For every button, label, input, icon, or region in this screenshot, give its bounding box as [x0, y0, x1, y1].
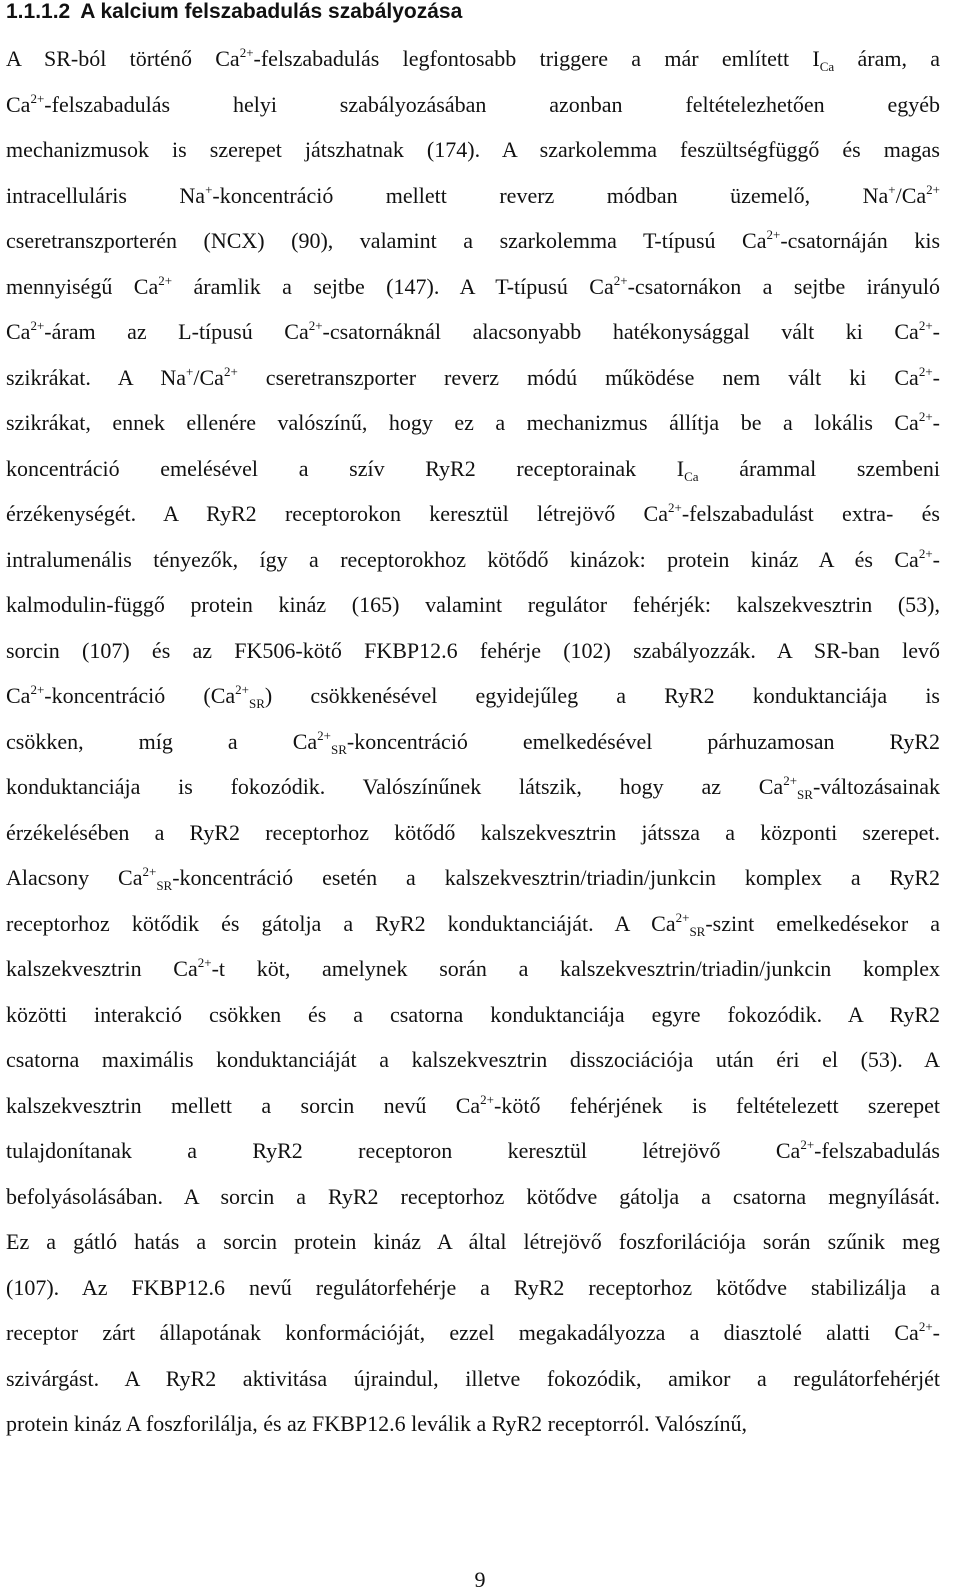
- text-line: [6, 218, 940, 264]
- text-run: csatorna maximális konduktanciáját a kalszekvesztrin disszociációja után éri el (53). A: [6, 1047, 940, 1072]
- text-run: Ca: [6, 319, 31, 344]
- superscript: 2+: [613, 272, 628, 288]
- text-line: [6, 1401, 940, 1447]
- text-run: -szint emelkedésekor a: [705, 910, 940, 936]
- text-line: [6, 719, 940, 765]
- text-run: -koncentráció esetén a kalszekvesztrin/triadin/junkcin komplex a RyR2: [172, 865, 941, 890]
- text-run: tulajdonítanak a RyR2 receptoron keresztül létrejövő Ca: [6, 1138, 801, 1163]
- text-run: befolyásolásában. A sorcin a RyR2 receptorhoz kötődve gátolja a csatorna megnyílását.: [6, 1183, 940, 1209]
- superscript: 2+: [30, 90, 45, 106]
- text-run: -csatornákon a sejtbe irányuló: [627, 273, 940, 299]
- text-run: -t köt, amelynek során a kalszekvesztrin/triadin/junkcin komplex: [211, 956, 940, 981]
- text-line: [6, 855, 940, 901]
- superscript: 2+: [800, 1137, 815, 1152]
- superscript: 2+: [918, 409, 933, 424]
- text-run: -változásainak: [812, 774, 940, 799]
- text-run: -felszabadulást extra- és: [681, 501, 940, 526]
- text-line: [6, 764, 940, 810]
- text-line: [6, 127, 940, 173]
- text-line: [6, 309, 940, 355]
- superscript: +: [888, 181, 896, 197]
- superscript: 2+: [142, 864, 157, 879]
- text-run: intracelluláris Na: [6, 182, 206, 208]
- text-line: [6, 992, 940, 1038]
- text-run: -felszabadulás helyi szabályozásában azonban feltételezhetően egyéb: [44, 91, 940, 117]
- text-line: [6, 400, 940, 446]
- section-title: A kalcium felszabadulás szabályozása: [80, 0, 463, 23]
- text-run: szivárgást. A RyR2 aktivitása újraindul, illetve fokozódik, amikor a regulátorfehérjét: [6, 1365, 940, 1391]
- text-run: Alacsony Ca: [6, 865, 143, 890]
- subscript: SR: [797, 787, 813, 802]
- superscript: +: [186, 363, 194, 379]
- superscript: +: [205, 181, 213, 197]
- section-number: 1.1.1.2: [6, 0, 71, 23]
- superscript: 2+: [235, 682, 249, 697]
- text-run: konduktanciája is fokozódik. Valószínűnek látszik, hogy az Ca: [6, 774, 784, 799]
- text-run: -: [932, 410, 940, 435]
- text-line: [6, 1083, 940, 1129]
- text-run: közötti interakció csökken és a csatorna konduktanciája egyre fokozódik. A RyR2: [6, 1001, 940, 1027]
- text-line: [6, 1356, 940, 1402]
- page-number: 9: [474, 1567, 486, 1592]
- text-run: csökken, míg a Ca: [6, 728, 318, 754]
- superscript: 2+: [197, 955, 212, 970]
- text-run: -felszabadulás: [814, 1138, 940, 1163]
- text-line: [6, 491, 940, 537]
- text-run: Ez a gátló hatás a sorcin protein kináz A által létrejövő foszforilációja során szűnik meg: [6, 1229, 940, 1254]
- text-line: [6, 946, 940, 992]
- text-line: [6, 628, 940, 674]
- text-run: áramlik a sejtbe (147). A T-típusú Ca: [172, 273, 614, 299]
- text-run: cseretranszporter reverz módú működése nem vált ki Ca: [237, 364, 919, 390]
- text-run: intralumenális tényezők, így a receptorokhoz kötődő kinázok: protein kináz A és Ca: [6, 546, 919, 572]
- text-line: [6, 582, 940, 628]
- text-line: [6, 446, 940, 492]
- superscript: 2+: [308, 318, 323, 333]
- superscript: 2+: [30, 682, 45, 697]
- text-run: A SR-ból történő Ca: [6, 46, 240, 71]
- subscript: SR: [248, 696, 265, 711]
- text-line: [6, 537, 940, 583]
- text-line: [6, 673, 940, 719]
- text-line: [6, 264, 940, 310]
- text-run: -: [932, 546, 940, 572]
- body-paragraph: [6, 36, 940, 1447]
- text-run: -koncentráció mellett reverz módban üzemelő, Na: [212, 182, 889, 208]
- text-run: kalszekvesztrin Ca: [6, 956, 198, 981]
- text-line: [6, 82, 940, 128]
- text-line: [6, 173, 940, 219]
- subscript: Ca: [684, 468, 699, 484]
- superscript: 2+: [667, 500, 682, 515]
- text-run: protein kináz A foszforilálja, és az FKBP12.6 leválik a RyR2 receptorról. Valószínű,: [6, 1411, 748, 1436]
- text-run: szikrákat. A Na: [6, 364, 187, 390]
- text-run: -: [932, 1320, 940, 1345]
- superscript: 2+: [918, 545, 933, 561]
- superscript: 2+: [918, 363, 933, 379]
- subscript: SR: [331, 741, 347, 757]
- text-run: receptor zárt állapotának konformációját, ezzel megakadályozza a diasztolé alatti Ca: [6, 1320, 919, 1345]
- text-line: [6, 1174, 940, 1220]
- text-run: áram, a: [834, 46, 941, 71]
- text-line: [6, 355, 940, 401]
- text-line: [6, 1310, 940, 1356]
- text-line: [6, 1219, 940, 1265]
- text-run: -kötő fehérjének is feltételezett szerepet: [494, 1092, 940, 1118]
- text-run: sorcin (107) és az FK506-kötő FKBP12.6 fehérje (102) szabályozzák. A SR-ban levő: [6, 637, 940, 663]
- text-line: [6, 1265, 940, 1311]
- subscript: SR: [156, 878, 173, 893]
- text-run: -csatornáján kis: [780, 228, 940, 253]
- superscript: 2+: [239, 45, 254, 60]
- text-run: receptorhoz kötődik és gátolja a RyR2 konduktanciáját. A Ca: [6, 910, 676, 936]
- subscript: Ca: [819, 59, 835, 74]
- text-run: mennyiségű Ca: [6, 273, 159, 299]
- text-run: árammal szembeni: [698, 455, 940, 481]
- text-run: /Ca: [193, 364, 224, 390]
- text-run: érzékenységét. A RyR2 receptorokon keresztül létrejövő Ca: [6, 501, 668, 526]
- text-run: cseretranszporterén (NCX) (90), valamint a szarkolemma T-típusú Ca: [6, 228, 767, 253]
- section-heading: [6, 0, 462, 24]
- text-run: koncentráció emelésével a szív RyR2 receptorainak I: [6, 455, 685, 481]
- text-line: [6, 1128, 940, 1174]
- text-run: /Ca: [895, 182, 927, 208]
- text-run: Ca: [6, 683, 31, 708]
- text-run: -koncentráció emelkedésével párhuzamosan RyR2: [346, 728, 940, 754]
- superscript: 2+: [783, 773, 798, 788]
- text-run: kalmodulin-függő protein kináz (165) valamint regulátor fehérjék: kalszekvesztrin (53),: [6, 592, 940, 617]
- text-line: [6, 901, 940, 947]
- text-run: ) csökkenésével egyidejűleg a RyR2 konduktanciája is: [264, 683, 940, 708]
- superscript: 2+: [223, 363, 238, 379]
- text-run: mechanizmusok is szerepet játszhatnak (174). A szarkolemma feszültségfüggő és magas: [6, 137, 940, 162]
- superscript: 2+: [317, 727, 331, 743]
- text-run: -felszabadulás legfontosabb triggere a már említett I: [253, 46, 820, 71]
- superscript: 2+: [158, 272, 173, 288]
- text-run: -csatornáknál alacsonyabb hatékonysággal vált ki Ca: [322, 319, 919, 344]
- text-run: kalszekvesztrin mellett a sorcin nevű Ca: [6, 1092, 481, 1118]
- text-run: -: [932, 319, 940, 344]
- text-run: -áram az L-típusú Ca: [44, 319, 309, 344]
- superscript: 2+: [918, 318, 933, 333]
- text-run: szikrákat, ennek ellenére valószínű, hogy ez a mechanizmus állítja be a lokális Ca: [6, 410, 919, 435]
- superscript: 2+: [926, 181, 940, 197]
- superscript: 2+: [766, 227, 781, 242]
- superscript: 2+: [480, 1091, 495, 1107]
- text-line: [6, 36, 940, 82]
- superscript: 2+: [30, 318, 45, 333]
- text-line: [6, 810, 940, 856]
- text-run: Ca: [6, 91, 31, 117]
- subscript: SR: [689, 923, 706, 939]
- text-run: (107). Az FKBP12.6 nevű regulátorfehérje a RyR2 receptorhoz kötődve stabilizálja a: [6, 1274, 940, 1300]
- superscript: 2+: [918, 1319, 933, 1334]
- text-run: érzékelésében a RyR2 receptorhoz kötődő kalszekvesztrin játssza a központi szerepet.: [6, 819, 940, 845]
- text-run: -: [932, 364, 940, 390]
- superscript: 2+: [675, 909, 690, 925]
- text-line: [6, 1037, 940, 1083]
- text-run: -koncentráció (Ca: [44, 683, 236, 708]
